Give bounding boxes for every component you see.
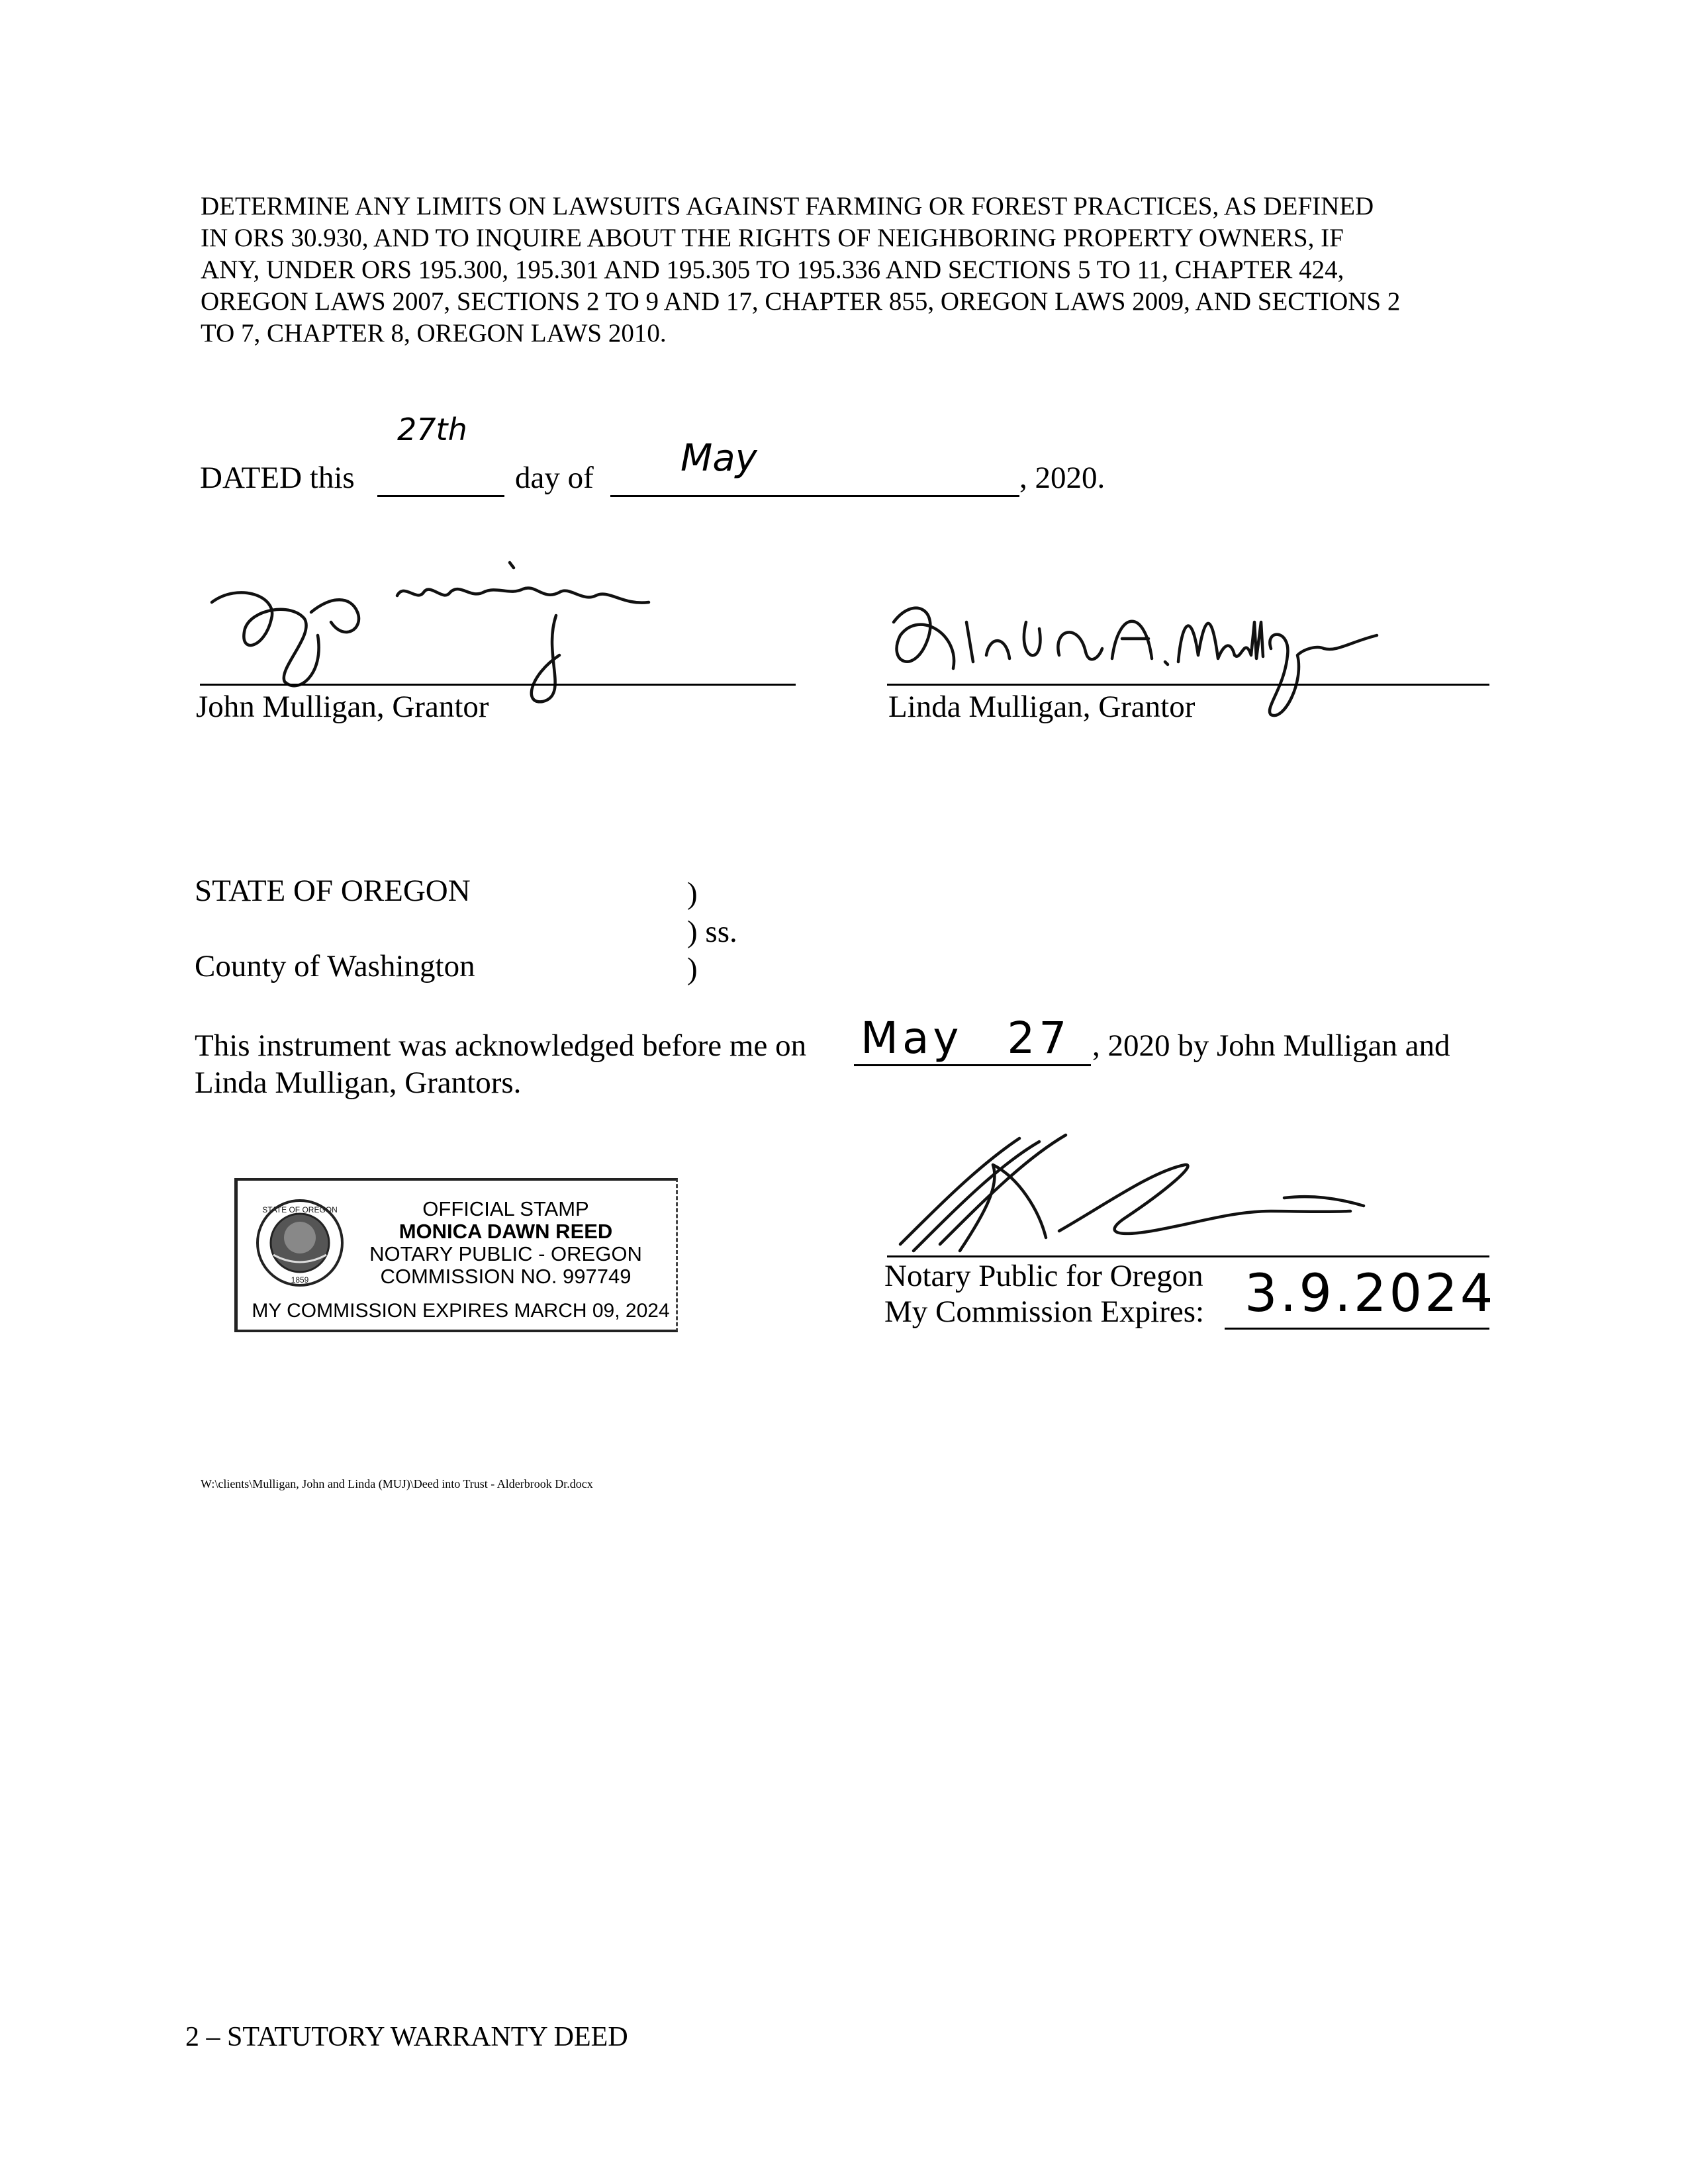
- linda-signature-line: [887, 684, 1489, 686]
- john-grantor-caption: John Mulligan, Grantor: [196, 690, 489, 724]
- stamp-role: NOTARY PUBLIC - OREGON: [369, 1242, 642, 1265]
- stamp-commission: COMMISSION NO. 997749: [380, 1265, 632, 1288]
- dated-middle: day of: [515, 461, 594, 495]
- dated-suffix: , 2020.: [1019, 461, 1105, 495]
- venue-state: STATE OF OREGON: [195, 874, 471, 908]
- venue-paren-top: ): [687, 876, 698, 911]
- stamp-expires: MY COMMISSION EXPIRES MARCH 09, 2024: [252, 1300, 670, 1322]
- day-handwritten: 27th: [397, 412, 467, 447]
- notary-stamp: [234, 1178, 678, 1332]
- notary-signature: [887, 1125, 1430, 1257]
- month-blank: [610, 495, 1019, 497]
- ack-prefix: This instrument was acknowledged before me on: [195, 1028, 807, 1063]
- expires-handwritten: 3.9.2024: [1244, 1264, 1496, 1324]
- month-handwritten: May: [680, 437, 757, 480]
- page-footer: 2 – STATUTORY WARRANTY DEED: [185, 2022, 628, 2052]
- disclaimer-paragraph: DETERMINE ANY LIMITS ON LAWSUITS AGAINST FARMING OR FOREST PRACTICES, AS DEFINED IN ORS 30.930, AND TO INQUIRE ABOUT THE RIGHTS OF NEIGHBORING PROPERTY OWNERS, IF ANY, UNDER ORS 195.300, 195.301 AND 195.305 TO 195.336 AND SECTIONS 5 TO 11, CHAPTER 424, OREGON LAWS 2007, SECTIONS 2 TO 9 AND 17, CHAPTER 855, OREGON LAWS 2009, AND SECTIONS 2 TO 7, CHAPTER 8, OREGON LAWS 2010.: [201, 192, 1401, 347]
- john-signature-line: [200, 684, 796, 686]
- ack-date-blank: [854, 1064, 1091, 1066]
- stamp-notary-name: MONICA DAWN REED: [399, 1220, 613, 1243]
- commission-expires-caption: My Commission Expires:: [884, 1295, 1205, 1329]
- ack-suffix: , 2020 by John Mulligan and: [1092, 1028, 1450, 1063]
- expires-blank: [1225, 1328, 1489, 1330]
- dated-prefix: DATED this: [200, 461, 355, 495]
- seal-text: STATE OF OREGON: [262, 1205, 338, 1214]
- stamp-title: OFFICIAL STAMP: [422, 1197, 589, 1220]
- oregon-seal-icon: [254, 1197, 346, 1289]
- ack-date-handwritten: May 27: [861, 1013, 1071, 1064]
- venue-county: County of Washington: [195, 949, 475, 983]
- ack-line2: Linda Mulligan, Grantors.: [195, 1066, 522, 1100]
- linda-grantor-caption: Linda Mulligan, Grantor: [888, 690, 1196, 724]
- venue-ss: ) ss.: [687, 915, 737, 949]
- notary-caption: Notary Public for Oregon: [884, 1259, 1203, 1293]
- day-blank: [377, 495, 504, 497]
- file-path: W:\clients\Mulligan, John and Linda (MUJ)\Deed into Trust - Alderbrook Dr.docx: [201, 1477, 593, 1490]
- seal-year: 1859: [291, 1275, 309, 1285]
- venue-paren-bottom: ): [687, 952, 698, 986]
